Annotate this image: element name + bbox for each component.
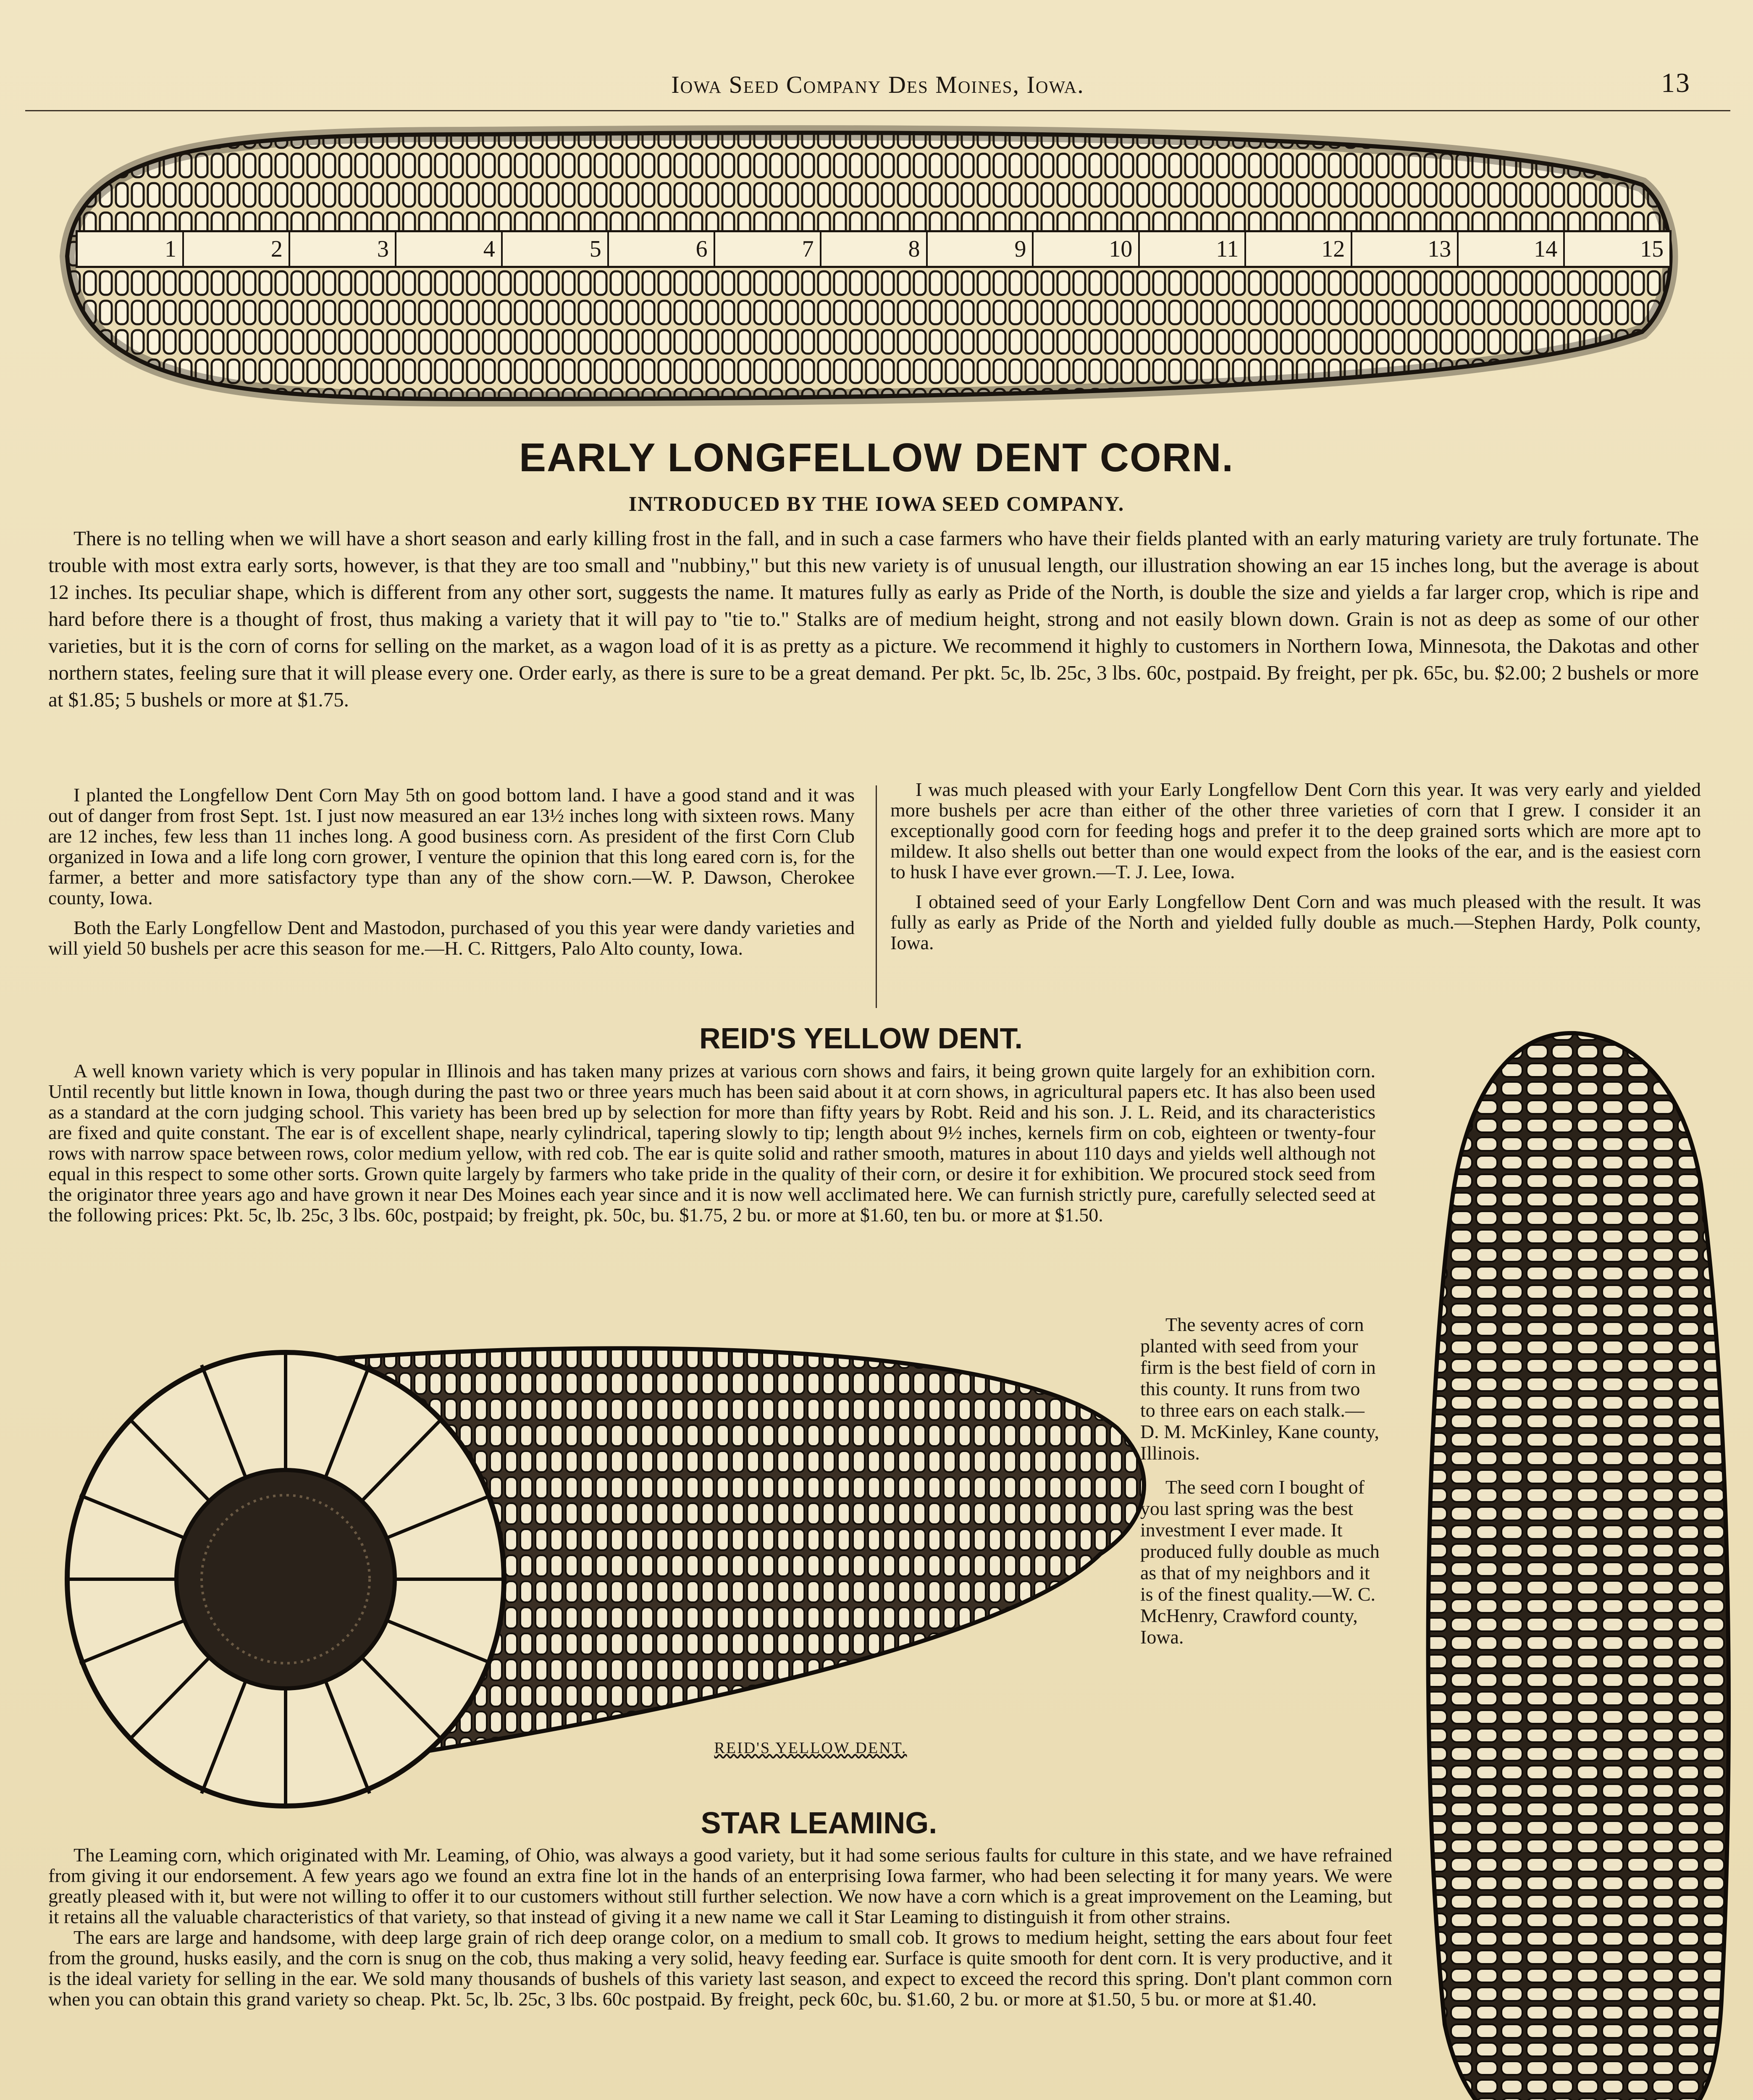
longfellow-title: EARLY LONGFELLOW DENT CORN. <box>519 435 1234 480</box>
ruler-segment: 8 <box>821 232 928 266</box>
ruler-segment: 13 <box>1352 232 1459 266</box>
reids-title: REID'S YELLOW DENT. <box>699 1022 1023 1055</box>
ruler-segment: 2 <box>184 232 290 266</box>
inch-ruler <box>76 230 1672 268</box>
testimonial-hardy: I obtained seed of your Early Longfellow Dent Corn and was much pleased with the result. It was fully as early as Pride of the North and yielded fully double as much.—Stephen Hardy, Polk county, Iowa. <box>890 891 1701 953</box>
reids-caption: REID'S YELLOW DENT. <box>714 1739 907 1757</box>
ruler-segment: 3 <box>290 232 396 266</box>
testimonial-rittgers: Both the Early Longfellow Dent and Mastodon, purchased of you this year were dandy varieties and will yield 50 bushels per acre this season for me.—H. C. Rittgers, Palo Alto county, Iowa. <box>48 917 855 959</box>
star-leaming-paragraph-1: The Leaming corn, which originated with Mr. Leaming, of Ohio, was always a good variety, but it had some serious faults for culture in this state, and we have refrained from giving it our endorsement. A few years ago we found an extra fine lot in the hands of an enterprising Iowa farmer, who had been selecting it for many years. We were greatly pleased with it, but were not willing to offer it to our customers without still further selection. We now have a corn which is a great improvement on the Leaming, but it retains all the valuable characteristics of that variety, so that instead of giving it a new name we call it Star Leaming to distinguish it from other strains. <box>48 1844 1392 1927</box>
column-divider <box>876 785 877 1008</box>
ruler-segment: 6 <box>609 232 715 266</box>
ruler-segment: 10 <box>1034 232 1140 266</box>
reids-testimonials <box>1140 1314 1380 1648</box>
ruler-segment: 7 <box>715 232 821 266</box>
ruler-segment: 11 <box>1140 232 1246 266</box>
star-leaming-text <box>48 1845 1392 2009</box>
longfellow-ear-illustration <box>50 122 1688 416</box>
testimonial-lee: I was much pleased with your Early Longfellow Dent Corn this year. It was very early and yielded more bushels per acre than either of the other three varieties of corn that I grew. I consider it an exceptionally good corn for feeding hogs and prefer it to the deep grained sorts which are more apt to mildew. It also shells out better than one would expect from the looks of the ear, and is the easiest corn to husk I have ever grown.—T. J. Lee, Iowa. <box>890 779 1701 882</box>
longfellow-testimonials-left <box>48 785 855 958</box>
longfellow-description-text: There is no telling when we will have a short season and early killing frost in the fall, and in such a case farmers who have their fields planted with an early maturing variety are truly fortunate. The trouble with most extra early sorts, however, is that they are too small and "nubbiny," but this new variety is of unusual length, our illustration showing an ear 15 inches long, but the average is about 12 inches. Its peculiar shape, which is different from any other sort, suggests the name. It matures fully as early as Pride of the North, is double the size and yields a far larger crop, which is ripe and hard before there is a thought of frost, thus making a variety that it will pay to "tie to." Stalks are of medium height, strong and not easily blown down. Grain is not as deep as some of our other varieties, but it is the corn of corns for selling on the market, as a wagon load of it is as pretty as a picture. We recommend it highly to customers in Northern Iowa, Minnesota, the Dakotas and other northern states, feeling sure that it will please every one. Order early, as there is sure to be a great demand. Per pkt. 5c, lb. 25c, 3 lbs. 60c, postpaid. By freight, per pk. 65c, bu. $2.00; 2 bushels or more at $1.85; 5 bushels or more at $1.75. <box>48 527 1699 711</box>
longfellow-testimonials-right <box>890 779 1701 953</box>
testimonial-mckinley: The seventy acres of corn planted with seed from your firm is the best field of corn in this county. It runs from two to three ears on each stalk.—D. M. McKinley, Kane county, Illinois. <box>1140 1314 1379 1464</box>
ruler-segment: 12 <box>1246 232 1352 266</box>
ruler-segment: 5 <box>503 232 609 266</box>
star-leaming-ear-illustration <box>1399 1025 1743 2100</box>
ruler-segment: 14 <box>1459 232 1565 266</box>
reids-description <box>48 1060 1375 1225</box>
star-leaming-title: STAR LEAMING. <box>701 1806 937 1840</box>
ruler-segment: 9 <box>928 232 1034 266</box>
ruler-segment: 4 <box>396 232 503 266</box>
running-title: Iowa Seed Company Des Moines, Iowa. <box>671 71 1084 98</box>
testimonial-dawson: I planted the Longfellow Dent Corn May 5th on good bottom land. I have a good stand and it was out of danger from frost Sept. 1st. I just now measured an ear 13½ inches long with sixteen rows. Many are 12 inches, few less than 11 inches long. A good business corn. As president of the first Corn Club organized in Iowa and a life long corn grower, I venture the opinion that this long eared corn is, for the farmer, a better and more satisfactory type than any of the show corn.—W. P. Dawson, Cherokee county, Iowa. <box>48 784 855 908</box>
ruler-segment: 1 <box>78 232 184 266</box>
ruler-segment: 15 <box>1640 236 1664 262</box>
testimonial-mchenry: The seed corn I bought of you last spring was the best investment I ever made. It produced fully double as much as that of my neighbors and it is of the finest quality.—W. C. McHenry, Crawford county, Iowa. <box>1140 1476 1380 1648</box>
longfellow-description <box>48 525 1699 713</box>
longfellow-subtitle: INTRODUCED BY THE IOWA SEED COMPANY. <box>628 492 1125 515</box>
reids-description-text: A well known variety which is very popular in Illinois and has taken many prizes at various corn shows and fairs, it being grown quite largely for an exhibition corn. Until recently but little known in Iowa, though during the past two or three years much has been said about it at corn shows, in agricultural papers etc. It has also been used as a standard at the corn judging school. This variety has been bred up by selection for more than fifty years by Robt. Reid and his son. J. L. Reid, and its characteristics are fixed and quite constant. The ear is of excellent shape, nearly cylindrical, tapering slowly to tip; length about 9½ inches, kernels firm on cob, eighteen or twenty-four rows with narrow space between rows, color medium yellow, with red cob. The ear is quite solid and rather smooth, matures in about 110 days and yields well although not equal in this respect to some other sorts. Grown quite largely by farmers who take pride in the quality of their corn, or desire it for exhibition. We procured stock seed from the originator three years ago and have grown it near Des Moines each year since and it is now well acclimated here. We can furnish strictly pure, carefully selected seed at the following prices: Pkt. 5c, lb. 25c, 3 lbs. 60c, postpaid; by freight, pk. 50c, bu. $1.75, 2 bu. or more at $1.60, ten bu. or more at $1.50. <box>48 1060 1375 1226</box>
header-rule <box>25 110 1730 111</box>
star-leaming-paragraph-2: The ears are large and handsome, with deep large grain of rich deep orange color, on a medium to small cob. It grows to medium height, setting the ears about four feet from the ground, husks easily, and the corn is snug on the cob, thus making a very solid, heavy feeding ear. Surface is quite smooth for dent corn. It is very productive, and it is the ideal variety for selling in the ear. We sold many thousands of bushels of this variety last season, and expect to exceed the record this spring. Don't plant common corn when you can obtain this grand variety so cheap. Pkt. 5c, lb. 25c, 3 lbs. 60c postpaid. By freight, peck 60c, bu. $1.60, 2 bu. or more at $1.50, 5 bu. or more at $1.40. <box>48 1927 1392 2010</box>
page-number: 13 <box>1661 68 1690 98</box>
